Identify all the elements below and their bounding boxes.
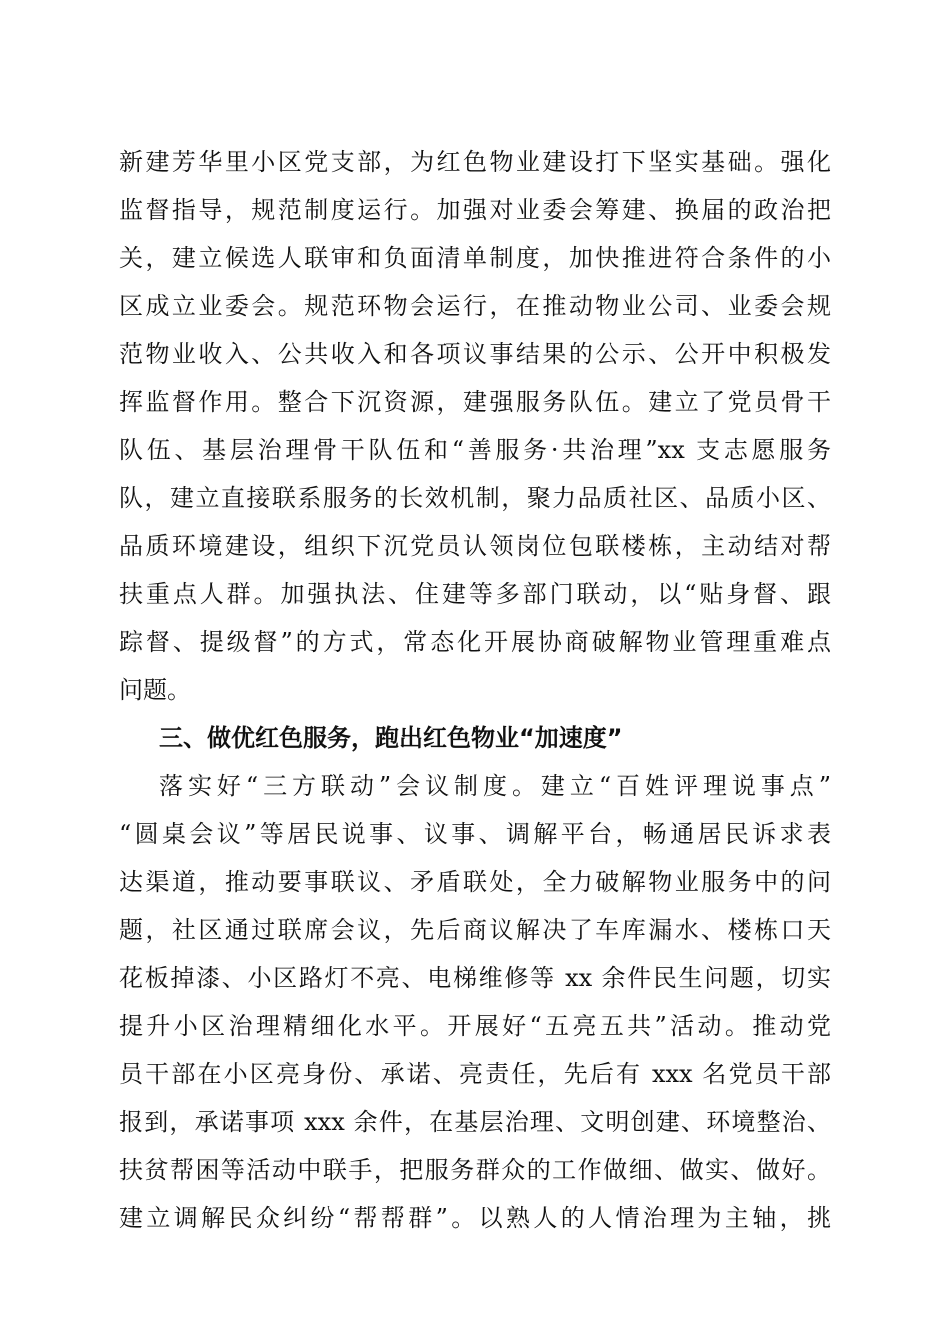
- paragraph-line: “圆桌会议”等居民说事、议事、调解平台，畅通居民诉求表: [119, 820, 831, 848]
- paragraph-line: 队伍、基层治理骨干队伍和“善服务·共治理”xx 支志愿服务: [119, 436, 831, 464]
- paragraph-line: 扶重点人群。加强执法、住建等多部门联动，以“贴身督、跟: [119, 580, 831, 608]
- paragraph-line: 花板掉漆、小区路灯不亮、电梯维修等 xx 余件民生问题，切实: [119, 964, 831, 992]
- paragraph-line: 落实好“三方联动”会议制度。建立“百姓评理说事点”: [159, 772, 831, 800]
- section-heading: 三、做优红色服务，跑出红色物业“加速度”: [159, 724, 623, 752]
- paragraph-line: 员干部在小区亮身份、承诺、亮责任，先后有 xxx 名党员干部: [119, 1060, 831, 1088]
- paragraph-line: 报到，承诺事项 xxx 余件，在基层治理、文明创建、环境整治、: [119, 1108, 831, 1136]
- paragraph-line: 建立调解民众纠纷“帮帮群”。以熟人的人情治理为主轴，挑: [119, 1204, 831, 1232]
- paragraph-line: 区成立业委会。规范环物会运行，在推动物业公司、业委会规: [119, 292, 831, 320]
- paragraph-line: 监督指导，规范制度运行。加强对业委会筹建、换届的政治把: [119, 196, 831, 224]
- paragraph-line: 踪督、提级督”的方式，常态化开展协商破解物业管理重难点: [119, 628, 831, 656]
- paragraph-line: 挥监督作用。整合下沉资源，建强服务队伍。建立了党员骨干: [119, 388, 831, 416]
- paragraph-line: 队，建立直接联系服务的长效机制，聚力品质社区、品质小区、: [119, 484, 831, 512]
- paragraph-line: 范物业收入、公共收入和各项议事结果的公示、公开中积极发: [119, 340, 831, 368]
- paragraph-line: 新建芳华里小区党支部，为红色物业建设打下坚实基础。强化: [119, 148, 831, 176]
- paragraph-line: 提升小区治理精细化水平。开展好“五亮五共”活动。推动党: [119, 1012, 831, 1040]
- paragraph-line: 达渠道，推动要事联议、矛盾联处，全力破解物业服务中的问: [119, 868, 831, 896]
- paragraph-line: 题，社区通过联席会议，先后商议解决了车库漏水、楼栋口天: [119, 916, 831, 944]
- paragraph-line: 关，建立候选人联审和负面清单制度，加快推进符合条件的小: [119, 244, 831, 272]
- paragraph-line: 扶贫帮困等活动中联手，把服务群众的工作做细、做实、做好。: [119, 1156, 831, 1184]
- paragraph-line: 品质环境建设，组织下沉党员认领岗位包联楼栋，主动结对帮: [119, 532, 831, 560]
- paragraph-line: 问题。: [119, 676, 191, 704]
